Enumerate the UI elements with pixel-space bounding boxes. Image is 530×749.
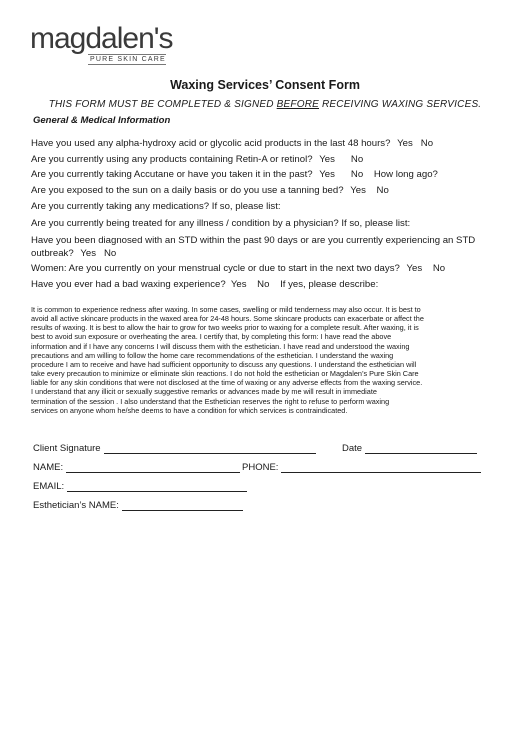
no-option[interactable]: No <box>350 154 364 165</box>
phone-field <box>242 462 481 473</box>
form-title: Waxing Services’ Consent Form <box>170 78 360 92</box>
email-label: EMAIL: <box>33 481 65 492</box>
client-signature-label: Client Signature <box>33 443 101 454</box>
paragraph-line: precautions and am willing to follow the home care recommendations of the esthetician. I understand the waxing <box>31 350 394 360</box>
paragraph-line: procedure I am to receive and have had sufficient opportunity to discuss any questions. I understand the esthetician will <box>31 359 417 369</box>
no-option[interactable]: No <box>257 279 270 290</box>
email-field <box>33 481 247 492</box>
notice-underlined: BEFORE <box>276 99 319 110</box>
no-option[interactable]: No <box>104 248 117 259</box>
yes-option[interactable]: Yes <box>397 138 413 149</box>
logo-tagline: PURE SKIN CARE <box>90 56 166 63</box>
yes-option[interactable]: Yes <box>319 154 335 165</box>
question-text: Have you been diagnosed with an STD within the past 90 days or are you currently experiencing an STD <box>31 235 476 246</box>
date-line[interactable] <box>365 444 477 454</box>
phone-line[interactable] <box>281 463 481 473</box>
question-5 <box>31 200 281 213</box>
question-text: Are you currently being treated for any illness / condition by a physician? If so, please list: <box>31 218 411 229</box>
client-signature-field <box>33 443 316 454</box>
question-3 <box>31 168 438 181</box>
name-label: NAME: <box>33 462 64 473</box>
question-text: Are you currently taking Accutane or have you taken it in the past? <box>31 169 313 180</box>
consent-paragraph <box>31 305 501 415</box>
no-option[interactable]: No <box>432 263 446 274</box>
paragraph-line: liable for any skin conditions that were not disclosed at the time of waxing or any adverse effects from the waxing service. <box>31 378 423 388</box>
yes-option[interactable]: Yes <box>406 263 423 274</box>
question-text: Have you ever had a bad waxing experience? <box>31 279 226 290</box>
question-9 <box>31 278 378 291</box>
paragraph-line: I understand that any illicit or sexually suggestive remarks or advances made by me will result in immediate <box>31 387 377 397</box>
esthetician-name-label: Esthetician’s NAME: <box>33 500 119 511</box>
no-option[interactable]: No <box>350 169 364 180</box>
question-7 <box>31 234 475 260</box>
paragraph-line: best to avoid sun exposure or overheating the area. I certify that, by completing this form: I have read the above <box>31 332 392 342</box>
question-8 <box>31 262 445 275</box>
client-signature-line[interactable] <box>104 444 316 454</box>
describe-prompt: If yes, please describe: <box>280 279 379 290</box>
question-text: Are you currently using any products containing Retin-A or retinol? <box>31 154 313 165</box>
completion-notice <box>0 99 530 110</box>
yes-option[interactable]: Yes <box>230 279 247 290</box>
section-heading: General & Medical Information <box>33 115 171 126</box>
paragraph-line: information and if I have any concerns I will discuss them with the esthetician. I have read and understood the waxing <box>31 341 410 351</box>
no-option[interactable]: No <box>420 138 434 149</box>
question-text: Women: Are you currently on your menstrual cycle or due to start in the next two days? <box>31 263 400 274</box>
name-field <box>33 462 240 473</box>
notice-before: THIS FORM MUST BE COMPLETED & SIGNED <box>48 99 277 110</box>
logo-brand: magdalen's <box>30 22 173 55</box>
yes-option[interactable]: Yes <box>350 185 366 196</box>
no-option[interactable]: No <box>376 185 389 196</box>
question-text: Have you used any alpha-hydroxy acid or glycolic acid products in the last 48 hours? <box>31 138 391 149</box>
yes-option[interactable]: Yes <box>80 248 96 259</box>
paragraph-line: It is common to experience redness after waxing. In some cases, swelling or mild tenderness may also occur. It is best to <box>31 305 421 314</box>
paragraph-line: termination of the session . I also understand that the Esthetician reserves the right to refuse to perform waxing <box>31 396 390 406</box>
date-label: Date <box>342 443 363 454</box>
paragraph-line: services on anyone whom he/she deems to have a condition for which services is contraindicated. <box>31 405 348 415</box>
question-4 <box>31 184 389 197</box>
email-line[interactable] <box>67 482 247 492</box>
question-2 <box>31 153 363 166</box>
esthetician-name-field <box>33 500 243 511</box>
question-1 <box>31 137 433 150</box>
question-text: Are you currently taking any medications? If so, please list: <box>31 201 281 212</box>
paragraph-line: take every precaution to minimize or eliminate skin reactions. I do not hold the esthetician or Magdalen’s Pure Skin Care <box>31 369 419 379</box>
paragraph-line: avoid all active skincare products in the waxed area for 24-48 hours. Some skincare products can exacerbate or affect the <box>31 314 424 324</box>
esthetician-name-line[interactable] <box>122 501 243 511</box>
paragraph-line: results of waxing. It is best to allow the hair to grow for two weeks prior to waxing for a complete result. After waxing, it is <box>31 323 419 333</box>
company-logo <box>30 22 173 72</box>
date-field <box>342 443 477 454</box>
name-line[interactable] <box>66 463 240 473</box>
question-text-line2: outbreak? <box>31 248 74 259</box>
question-text: Are you exposed to the sun on a daily basis or do you use a tanning bed? <box>31 185 344 196</box>
notice-after: RECEIVING WAXING SERVICES. <box>319 99 482 110</box>
question-6 <box>31 217 410 230</box>
phone-label: PHONE: <box>242 462 279 473</box>
how-long-ago-prompt: How long ago? <box>373 169 438 180</box>
yes-option[interactable]: Yes <box>319 169 335 180</box>
